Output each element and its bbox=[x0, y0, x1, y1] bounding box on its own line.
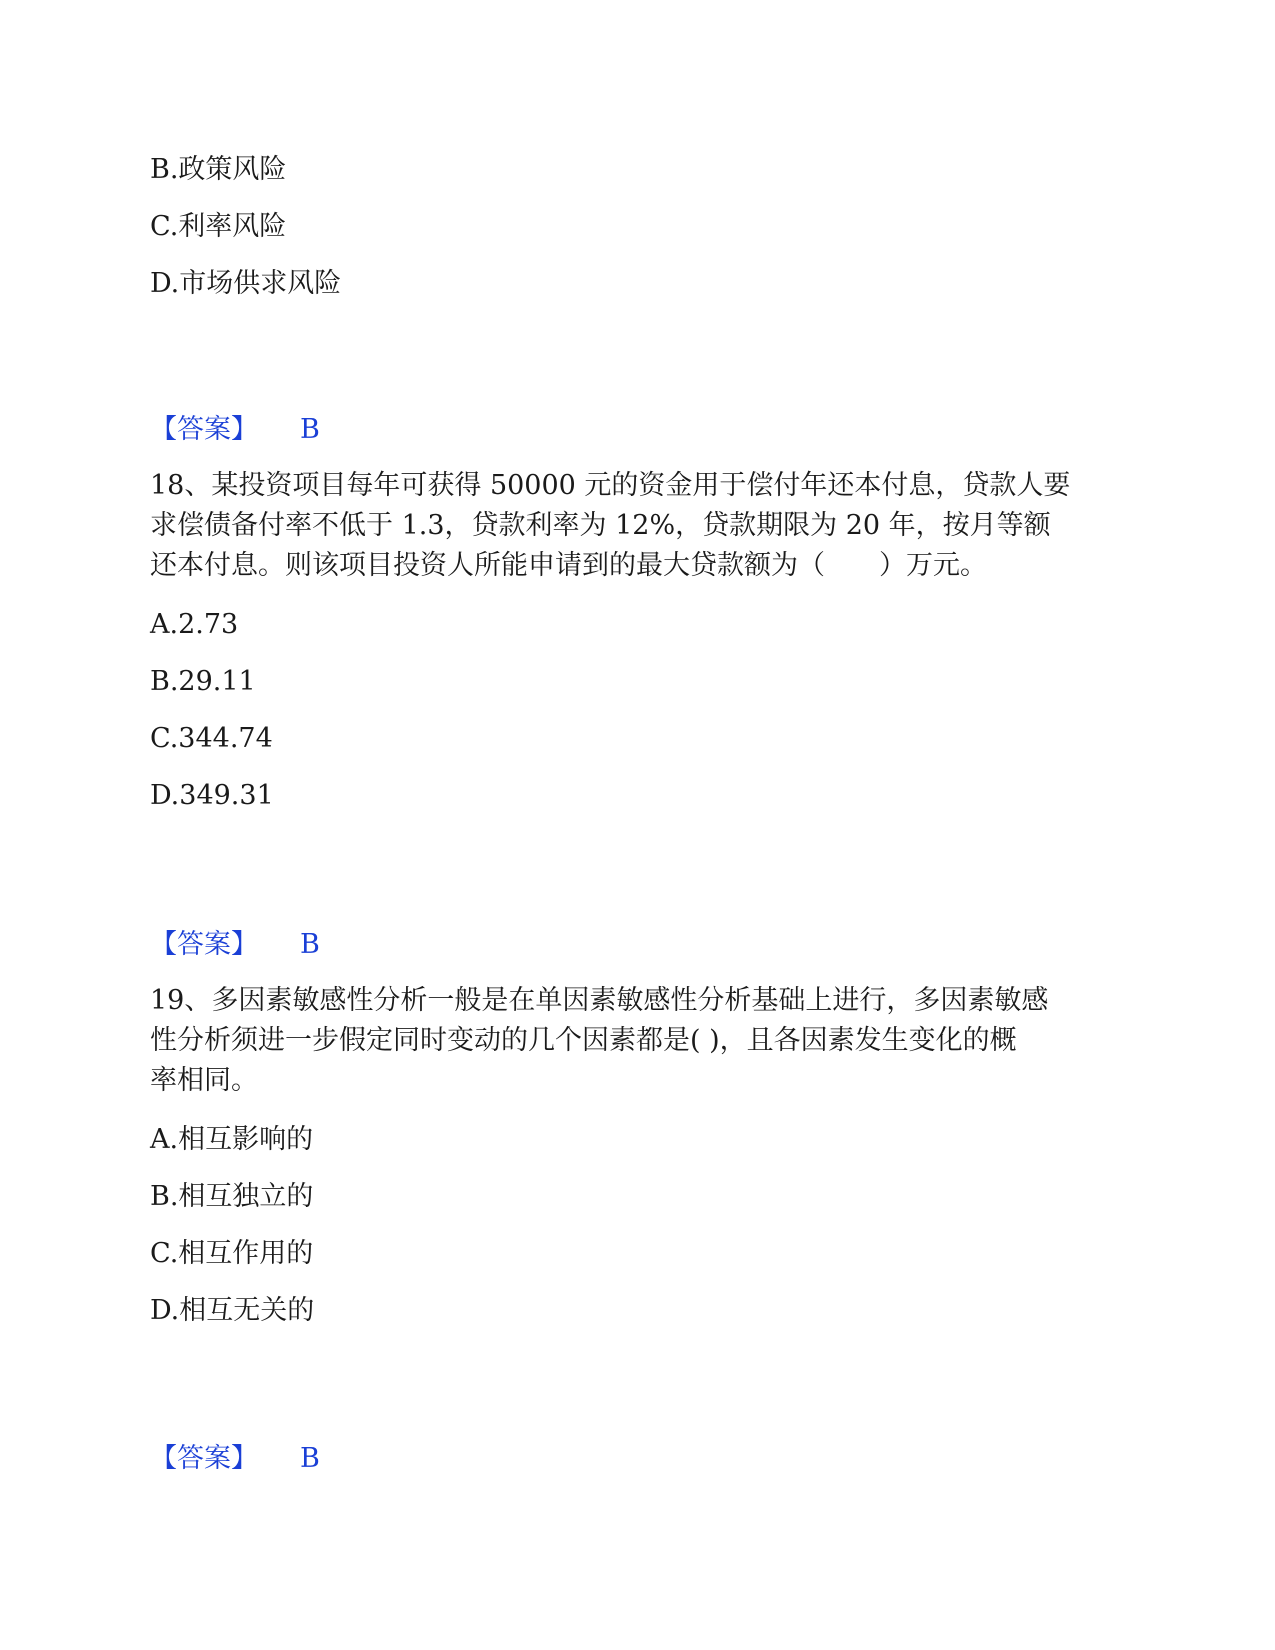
q18-stem-line-1: 18、某投资项目每年可获得 50000 元的资金用于偿付年还本付息，贷款人要 bbox=[150, 470, 1071, 501]
q17-answer bbox=[150, 412, 320, 448]
q19-option-c: C.相互作用的 bbox=[150, 1238, 314, 1269]
q18-option-a: A.2.73 bbox=[150, 609, 239, 640]
q17-option-b: B.政策风险 bbox=[150, 154, 287, 185]
q18-stem-line-3: 还本付息。则该项目投资人所能申请到的最大贷款额为（ ）万元。 bbox=[150, 550, 987, 581]
q19-option-a: A.相互影响的 bbox=[150, 1124, 314, 1155]
q17-option-c: C.利率风险 bbox=[150, 211, 287, 242]
q19-option-d: D.相互无关的 bbox=[150, 1295, 315, 1326]
answer-label: 【答案】 bbox=[150, 414, 258, 445]
q19-stem-line-3: 率相同。 bbox=[150, 1065, 258, 1096]
q17-option-d: D.市场供求风险 bbox=[150, 268, 342, 299]
q18-stem-line-2: 求偿债备付率不低于 1.3，贷款利率为 12%，贷款期限为 20 年，按月等额 bbox=[150, 510, 1051, 541]
q19-stem-line-2: 性分析须进一步假定同时变动的几个因素都是( )，且各因素发生变化的概 bbox=[150, 1025, 1017, 1056]
q19-option-b: B.相互独立的 bbox=[150, 1181, 314, 1212]
q18-answer bbox=[150, 927, 320, 963]
q19-stem-line-1: 19、多因素敏感性分析一般是在单因素敏感性分析基础上进行，多因素敏感 bbox=[150, 985, 1049, 1016]
answer-label: 【答案】 bbox=[150, 929, 258, 960]
answer-value: B bbox=[300, 1443, 320, 1474]
q19-answer bbox=[150, 1441, 320, 1477]
q18-option-c: C.344.74 bbox=[150, 723, 273, 754]
q18-option-b: B.29.11 bbox=[150, 666, 256, 697]
q18-option-d: D.349.31 bbox=[150, 780, 274, 811]
answer-value: B bbox=[300, 414, 320, 445]
answer-label: 【答案】 bbox=[150, 1443, 258, 1474]
answer-value: B bbox=[300, 929, 320, 960]
